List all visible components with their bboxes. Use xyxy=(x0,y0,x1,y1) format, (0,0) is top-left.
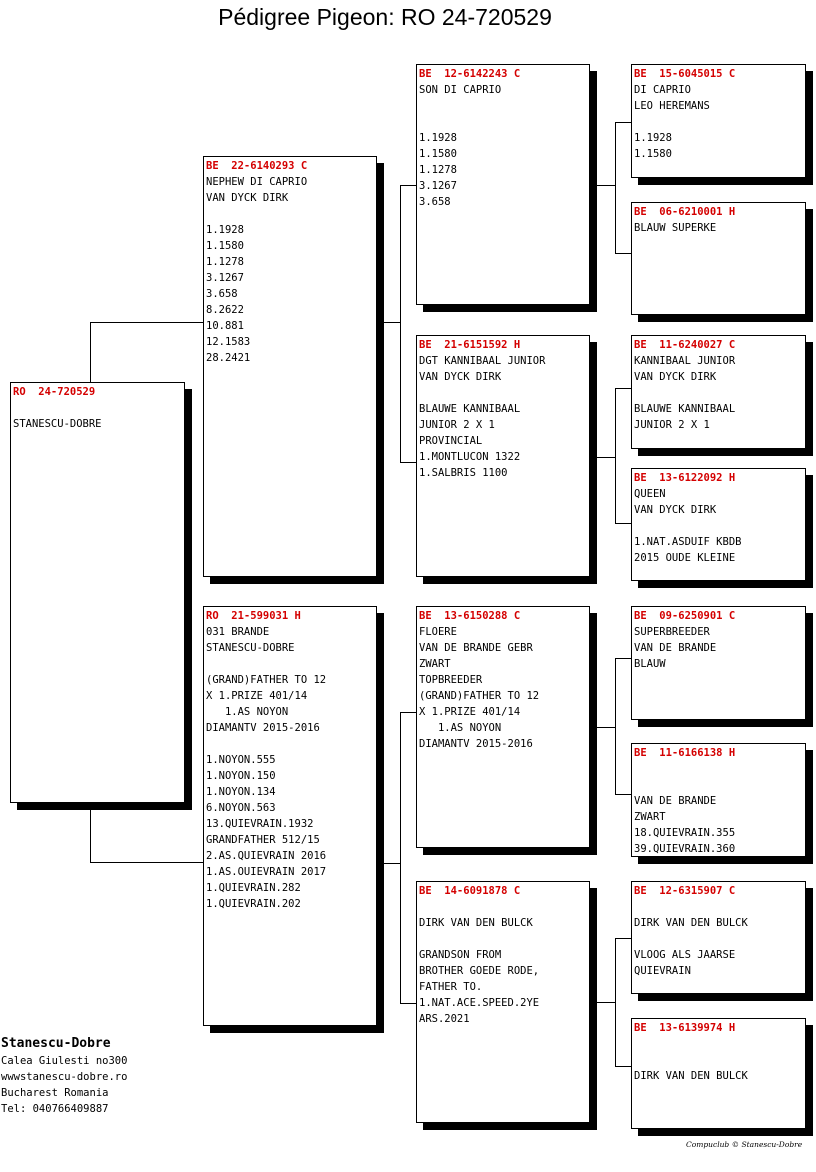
connector-line xyxy=(400,185,401,462)
pigeon-info-line: VAN DE BRANDE xyxy=(634,642,717,654)
owner-website: wwwstanescu-dobre.ro xyxy=(1,1071,128,1083)
connector-line xyxy=(615,794,632,795)
connector-line xyxy=(615,938,616,1067)
pigeon-info-line: VAN DYCK DIRK xyxy=(206,192,289,204)
pigeon-info-line xyxy=(419,385,587,401)
connector-line xyxy=(90,322,91,384)
pigeon-info-line: 39.QUIEVRAIN.360 xyxy=(634,843,736,855)
pigeon-info-line xyxy=(634,899,803,915)
connector-line xyxy=(615,1066,632,1067)
pigeon-info-line xyxy=(419,931,587,947)
pigeon-info-line: X 1.PRIZE 401/14 xyxy=(419,706,521,718)
pigeon-card-sire xyxy=(203,156,377,577)
pigeon-info-line: FATHER TO. xyxy=(419,981,483,993)
connector-line xyxy=(400,712,417,713)
pigeon-info-line: 1.MONTLUCON 1322 xyxy=(419,451,521,463)
pigeon-info-line: 1.NOYON.134 xyxy=(206,786,276,798)
ring-number: BE 13-6122092 H xyxy=(634,472,736,484)
pigeon-info-line: BLAUW xyxy=(634,658,666,670)
pigeon-info-line: SUPERBREEDER xyxy=(634,626,710,638)
pigeon-info-line xyxy=(634,761,803,777)
pigeon-info-line: QUIEVRAIN xyxy=(634,965,691,977)
connector-line xyxy=(615,388,616,524)
connector-line xyxy=(383,863,400,864)
pigeon-info-line: 1.1580 xyxy=(634,148,672,160)
ring-number: BE 14-6091878 C xyxy=(419,885,521,897)
pigeon-info-line: GRANDSON FROM xyxy=(419,949,502,961)
connector-line xyxy=(90,862,204,863)
pigeon-info-line: 3.1267 xyxy=(206,272,244,284)
pigeon-info-line: BLAUWE KANNIBAAL xyxy=(634,403,736,415)
pigeon-info-line: 1.SALBRIS 1100 xyxy=(419,467,508,479)
connector-line xyxy=(615,253,632,254)
connector-line xyxy=(597,185,615,186)
pigeon-info-line: JUNIOR 2 X 1 xyxy=(419,419,495,431)
connector-line xyxy=(400,462,417,463)
pigeon-info-line: GRANDFATHER 512/15 xyxy=(206,834,320,846)
pigeon-info-line: VAN DE BRANDE GEBR xyxy=(419,642,533,654)
connector-line xyxy=(615,658,632,659)
pigeon-info-line: PROVINCIAL xyxy=(419,435,483,447)
pigeon-info-line: 1.AS NOYON xyxy=(206,706,289,718)
connector-line xyxy=(615,388,632,389)
ring-number: BE 21-6151592 H xyxy=(419,339,521,351)
pigeon-info-line xyxy=(634,518,803,534)
pigeon-info-line: JUNIOR 2 X 1 xyxy=(634,419,710,431)
pigeon-info-line: DIAMANTV 2015-2016 xyxy=(419,738,533,750)
pigeon-card-subject xyxy=(10,382,185,803)
pigeon-info-line: 1.NOYON.555 xyxy=(206,754,276,766)
page-title: Pédigree Pigeon: RO 24-720529 xyxy=(218,4,552,30)
pigeon-info-line: VAN DE BRANDE xyxy=(634,795,717,807)
pigeon-info-line: 2015 OUDE KLEINE xyxy=(634,552,736,564)
pigeon-info-line: 12.1583 xyxy=(206,336,251,348)
pigeon-info-line: DIRK VAN DEN BULCK xyxy=(634,1070,748,1082)
ring-number: BE 06-6210001 H xyxy=(634,206,736,218)
connector-line xyxy=(400,712,401,1004)
connector-line xyxy=(400,185,417,186)
pigeon-info-line xyxy=(634,114,803,130)
pigeon-card-dam xyxy=(203,606,377,1026)
pigeon-card-sss xyxy=(631,64,806,178)
pigeon-info-line: 3.658 xyxy=(419,196,451,208)
pigeon-card-ddd xyxy=(631,1018,806,1129)
connector-line xyxy=(597,1002,615,1003)
pigeon-info-line: 3.658 xyxy=(206,288,238,300)
pigeon-info-line: BROTHER GOEDE RODE, xyxy=(419,965,540,977)
owner-city: Bucharest Romania xyxy=(1,1087,109,1099)
pigeon-info-line: DGT KANNIBAAL JUNIOR xyxy=(419,355,546,367)
ring-number: RO 24-720529 xyxy=(13,386,96,398)
pigeon-card-sdd xyxy=(631,468,806,581)
ring-number: BE 15-6045015 C xyxy=(634,68,736,80)
pigeon-info-line: VAN DYCK DIRK xyxy=(419,371,502,383)
pigeon-info-line: 13.QUIEVRAIN.1932 xyxy=(206,818,314,830)
connector-line xyxy=(615,938,632,939)
pigeon-card-sire-dam xyxy=(416,335,590,577)
pigeon-info-line: 1.1928 xyxy=(206,224,244,236)
connector-line xyxy=(615,658,616,795)
pigeon-info-line: 1.1580 xyxy=(419,148,457,160)
pigeon-info-line: TOPBREEDER xyxy=(419,674,483,686)
pigeon-card-ssd xyxy=(631,202,806,315)
pigeon-info-line: 1.QUIEVRAIN.202 xyxy=(206,898,301,910)
connector-line xyxy=(597,457,615,458)
pigeon-info-line: VAN DYCK DIRK xyxy=(634,371,717,383)
pigeon-info-line xyxy=(634,1036,803,1052)
pigeon-info-line xyxy=(419,899,587,915)
pigeon-info-line xyxy=(634,1052,803,1068)
ring-number: BE 09-6250901 C xyxy=(634,610,736,622)
pigeon-info-line: STANESCU-DOBRE xyxy=(13,418,102,430)
pigeon-info-line: 1.AS.OUIEVRAIN 2017 xyxy=(206,866,327,878)
connector-line xyxy=(615,122,632,123)
pigeon-info-line: VLOOG ALS JAARSE xyxy=(634,949,736,961)
pigeon-info-line xyxy=(634,931,803,947)
pigeon-info-line xyxy=(13,400,182,416)
pigeon-info-line: KANNIBAAL JUNIOR xyxy=(634,355,736,367)
owner-phone: Tel: 040766409887 xyxy=(1,1103,109,1115)
connector-line xyxy=(90,322,204,323)
pigeon-info-line: ZWART xyxy=(634,811,666,823)
pigeon-info-line xyxy=(634,777,803,793)
pigeon-info-line: 10.881 xyxy=(206,320,244,332)
pigeon-info-line: 1.QUIEVRAIN.282 xyxy=(206,882,301,894)
pigeon-info-line: 1.NAT.ASDUIF KBDB xyxy=(634,536,742,548)
pigeon-info-line: ARS.2021 xyxy=(419,1013,470,1025)
pigeon-info-line: FLOERE xyxy=(419,626,457,638)
pigeon-info-line: 031 BRANDE xyxy=(206,626,270,638)
owner-info xyxy=(1,1035,127,1117)
pigeon-info-line: 8.2622 xyxy=(206,304,244,316)
pigeon-info-line: DI CAPRIO xyxy=(634,84,691,96)
owner-name: Stanescu-Dobre xyxy=(1,1036,111,1051)
pigeon-info-line: BLAUW SUPERKE xyxy=(634,222,717,234)
pigeon-info-line: 1.NAT.ACE.SPEED.2YE xyxy=(419,997,540,1009)
connector-line xyxy=(597,727,615,728)
pigeon-info-line: 1.1278 xyxy=(419,164,457,176)
pigeon-info-line: BLAUWE KANNIBAAL xyxy=(419,403,521,415)
connector-line xyxy=(383,322,400,323)
pigeon-card-dsd xyxy=(631,743,806,857)
connector-line xyxy=(90,808,91,863)
pigeon-info-line: (GRAND)FATHER TO 12 xyxy=(206,674,327,686)
pigeon-info-line: DIAMANTV 2015-2016 xyxy=(206,722,320,734)
pigeon-info-line: 28.2421 xyxy=(206,352,251,364)
pigeon-info-line: (GRAND)FATHER TO 12 xyxy=(419,690,540,702)
pigeon-info-line: QUEEN xyxy=(634,488,666,500)
pigeon-card-dss xyxy=(631,606,806,720)
pigeon-info-line: VAN DYCK DIRK xyxy=(634,504,717,516)
pigeon-card-dam-dam xyxy=(416,881,590,1123)
pigeon-info-line xyxy=(419,114,587,130)
ring-number: BE 12-6142243 C xyxy=(419,68,521,80)
pigeon-info-line: 1.AS NOYON xyxy=(419,722,502,734)
credit-text: Compuclub © Stanescu-Dobre xyxy=(686,1140,803,1149)
pigeon-info-line: STANESCU-DOBRE xyxy=(206,642,295,654)
ring-number: BE 12-6315907 C xyxy=(634,885,736,897)
ring-number: BE 13-6150288 C xyxy=(419,610,521,622)
pigeon-info-line: 1.1278 xyxy=(206,256,244,268)
pigeon-info-line xyxy=(634,385,803,401)
pigeon-info-line: 3.1267 xyxy=(419,180,457,192)
pigeon-info-line xyxy=(419,98,587,114)
ring-number: BE 11-6240027 C xyxy=(634,339,736,351)
connector-line xyxy=(400,1003,417,1004)
pigeon-info-line: 1.1580 xyxy=(206,240,244,252)
pigeon-card-dds xyxy=(631,881,806,994)
pigeon-info-line: 1.1928 xyxy=(419,132,457,144)
pigeon-info-line: LEO HEREMANS xyxy=(634,100,710,112)
pigeon-card-sire-sire xyxy=(416,64,590,305)
pigeon-info-line xyxy=(206,206,374,222)
pigeon-info-line: DIRK VAN DEN BULCK xyxy=(419,917,533,929)
ring-number: BE 13-6139974 H xyxy=(634,1022,736,1034)
pigeon-info-line: 2.AS.QUIEVRAIN 2016 xyxy=(206,850,327,862)
connector-line xyxy=(615,122,616,254)
connector-line xyxy=(615,523,632,524)
pigeon-info-line: 1.1928 xyxy=(634,132,672,144)
pigeon-card-sds xyxy=(631,335,806,449)
pigeon-info-line: NEPHEW DI CAPRIO xyxy=(206,176,308,188)
pigeon-info-line xyxy=(206,736,374,752)
pigeon-info-line: X 1.PRIZE 401/14 xyxy=(206,690,308,702)
ring-number: BE 11-6166138 H xyxy=(634,747,736,759)
pigeon-info-line: ZWART xyxy=(419,658,451,670)
pigeon-info-line: 6.NOYON.563 xyxy=(206,802,276,814)
pigeon-info-line: 1.NOYON.150 xyxy=(206,770,276,782)
pigeon-info-line: SON DI CAPRIO xyxy=(419,84,502,96)
pigeon-info-line xyxy=(206,656,374,672)
owner-address: Calea Giulesti no300 xyxy=(1,1055,128,1067)
pigeon-info-line: DIRK VAN DEN BULCK xyxy=(634,917,748,929)
ring-number: BE 22-6140293 C xyxy=(206,160,308,172)
ring-number: RO 21-599031 H xyxy=(206,610,301,622)
pigeon-card-dam-sire xyxy=(416,606,590,848)
pigeon-info-line: 18.QUIEVRAIN.355 xyxy=(634,827,736,839)
